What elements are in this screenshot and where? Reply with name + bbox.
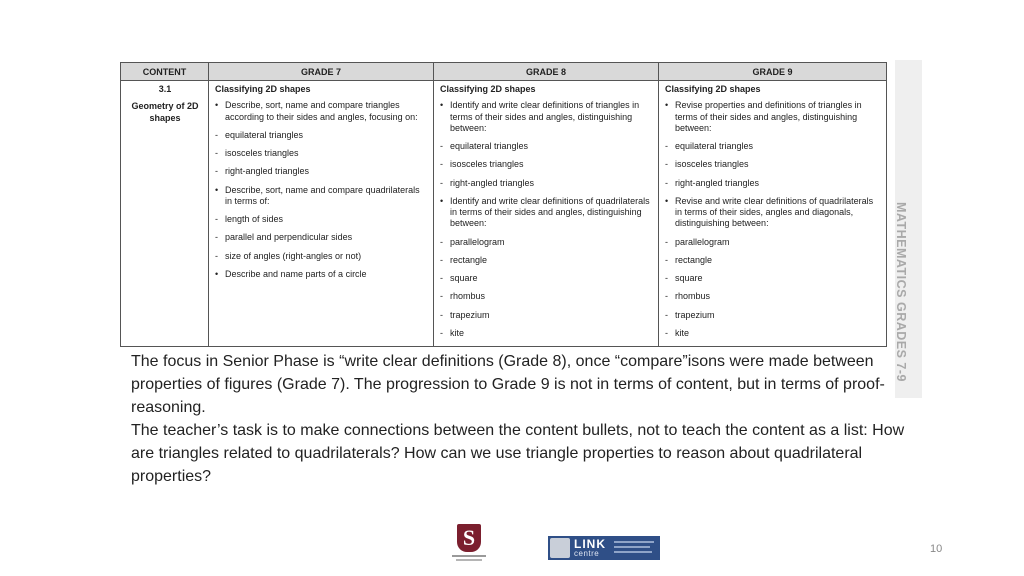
logo-fine-line <box>614 541 654 543</box>
list-item: - rectangle <box>440 255 653 266</box>
logo-letter: S <box>462 525 476 550</box>
list-item: - right-angled triangles <box>215 166 428 177</box>
body-paragraph-2: The teacher’s task is to make connections between the content bullets, not to teach the content as a list: How are triangles related to quadrilaterals? How can we use triangle properties to reason about quadrilateral properties? <box>131 422 905 485</box>
list-item: - equilateral triangles <box>215 130 428 141</box>
list-item: - square <box>440 273 653 284</box>
header-grade-8: GRADE 8 <box>434 63 659 81</box>
list-item: - rhombus <box>665 291 881 302</box>
link-centre-logo <box>548 536 660 560</box>
header-content: CONTENT <box>121 63 209 81</box>
list-item: - length of sides <box>215 214 428 225</box>
logo-fine-line <box>614 551 652 553</box>
curriculum-table <box>120 62 887 347</box>
body-paragraph-1: The focus in Senior Phase is “write clear definitions (Grade 8), once “compare”isons were made between properties of figures (Grade 7). The progression to Grade 9 is not in terms of content, but in terms of proof-reasoning. <box>131 353 885 416</box>
grade-7-title: Classifying 2D shapes <box>215 84 311 94</box>
list-item: • Identify and write clear definitions of quadrilaterals in terms of their sides and angles, distinguishing between: <box>440 196 653 230</box>
list-item: • Describe and name parts of a circle <box>215 269 428 280</box>
grade-9-list <box>665 100 881 339</box>
list-item: - right-angled triangles <box>665 178 881 189</box>
grade-7-list <box>215 100 428 280</box>
list-item: - trapezium <box>440 310 653 321</box>
logo-caption-line <box>456 559 482 561</box>
logo-link-word: LINK <box>574 537 606 551</box>
content-number: 3.1 <box>158 84 172 94</box>
list-item: - parallelogram <box>665 237 881 248</box>
list-item: - isosceles triangles <box>215 148 428 159</box>
list-item: - right-angled triangles <box>440 178 653 189</box>
page-number: 10 <box>930 543 943 555</box>
list-item: - equilateral triangles <box>665 141 881 152</box>
grade-8-cell <box>434 81 659 347</box>
list-item: • Identify and write clear definitions of triangles in terms of their sides and angles, distinguishing between: <box>440 100 653 134</box>
logo-link-sub: centre <box>574 549 600 558</box>
grade-8-list <box>440 100 653 339</box>
list-item: - square <box>665 273 881 284</box>
list-item: - rectangle <box>665 255 881 266</box>
grade-9-title: Classifying 2D shapes <box>665 84 761 94</box>
list-item: • Describe, sort, name and compare quadrilaterals in terms of: <box>215 185 428 208</box>
university-logo <box>452 524 486 568</box>
list-item: • Describe, sort, name and compare triangles according to their sides and angles, focusing on: <box>215 100 428 123</box>
list-item: - trapezium <box>665 310 881 321</box>
content-cell <box>121 81 209 347</box>
list-item: - kite <box>665 328 881 339</box>
list-item: - size of angles (right-angles or not) <box>215 251 428 262</box>
list-item: - parallelogram <box>440 237 653 248</box>
header-grade-7: GRADE 7 <box>209 63 434 81</box>
grade-9-cell <box>659 81 887 347</box>
body-text <box>131 350 921 488</box>
curriculum-table-image <box>120 62 886 338</box>
list-item: • Revise properties and definitions of triangles in terms of their sides and angles, distinguishing between: <box>665 100 881 134</box>
table-header-row <box>121 63 887 81</box>
header-grade-9: GRADE 9 <box>659 63 887 81</box>
list-item: - parallel and perpendicular sides <box>215 232 428 243</box>
table-row <box>121 81 887 347</box>
logo-caption-line <box>452 555 486 557</box>
list-item: - isosceles triangles <box>665 159 881 170</box>
list-item: - rhombus <box>440 291 653 302</box>
logo-fine-line <box>614 546 650 548</box>
side-label: MATHEMATICS GRADES 7-9 <box>894 202 908 382</box>
content-topic: Geometry of 2D shapes <box>131 101 199 123</box>
list-item: • Revise and write clear definitions of quadrilaterals in terms of their sides, angles and diagonals, distinguishing between: <box>665 196 881 230</box>
list-item: - equilateral triangles <box>440 141 653 152</box>
seal-icon <box>550 538 570 558</box>
grade-7-cell <box>209 81 434 347</box>
list-item: - isosceles triangles <box>440 159 653 170</box>
grade-8-title: Classifying 2D shapes <box>440 84 536 94</box>
list-item: - kite <box>440 328 653 339</box>
